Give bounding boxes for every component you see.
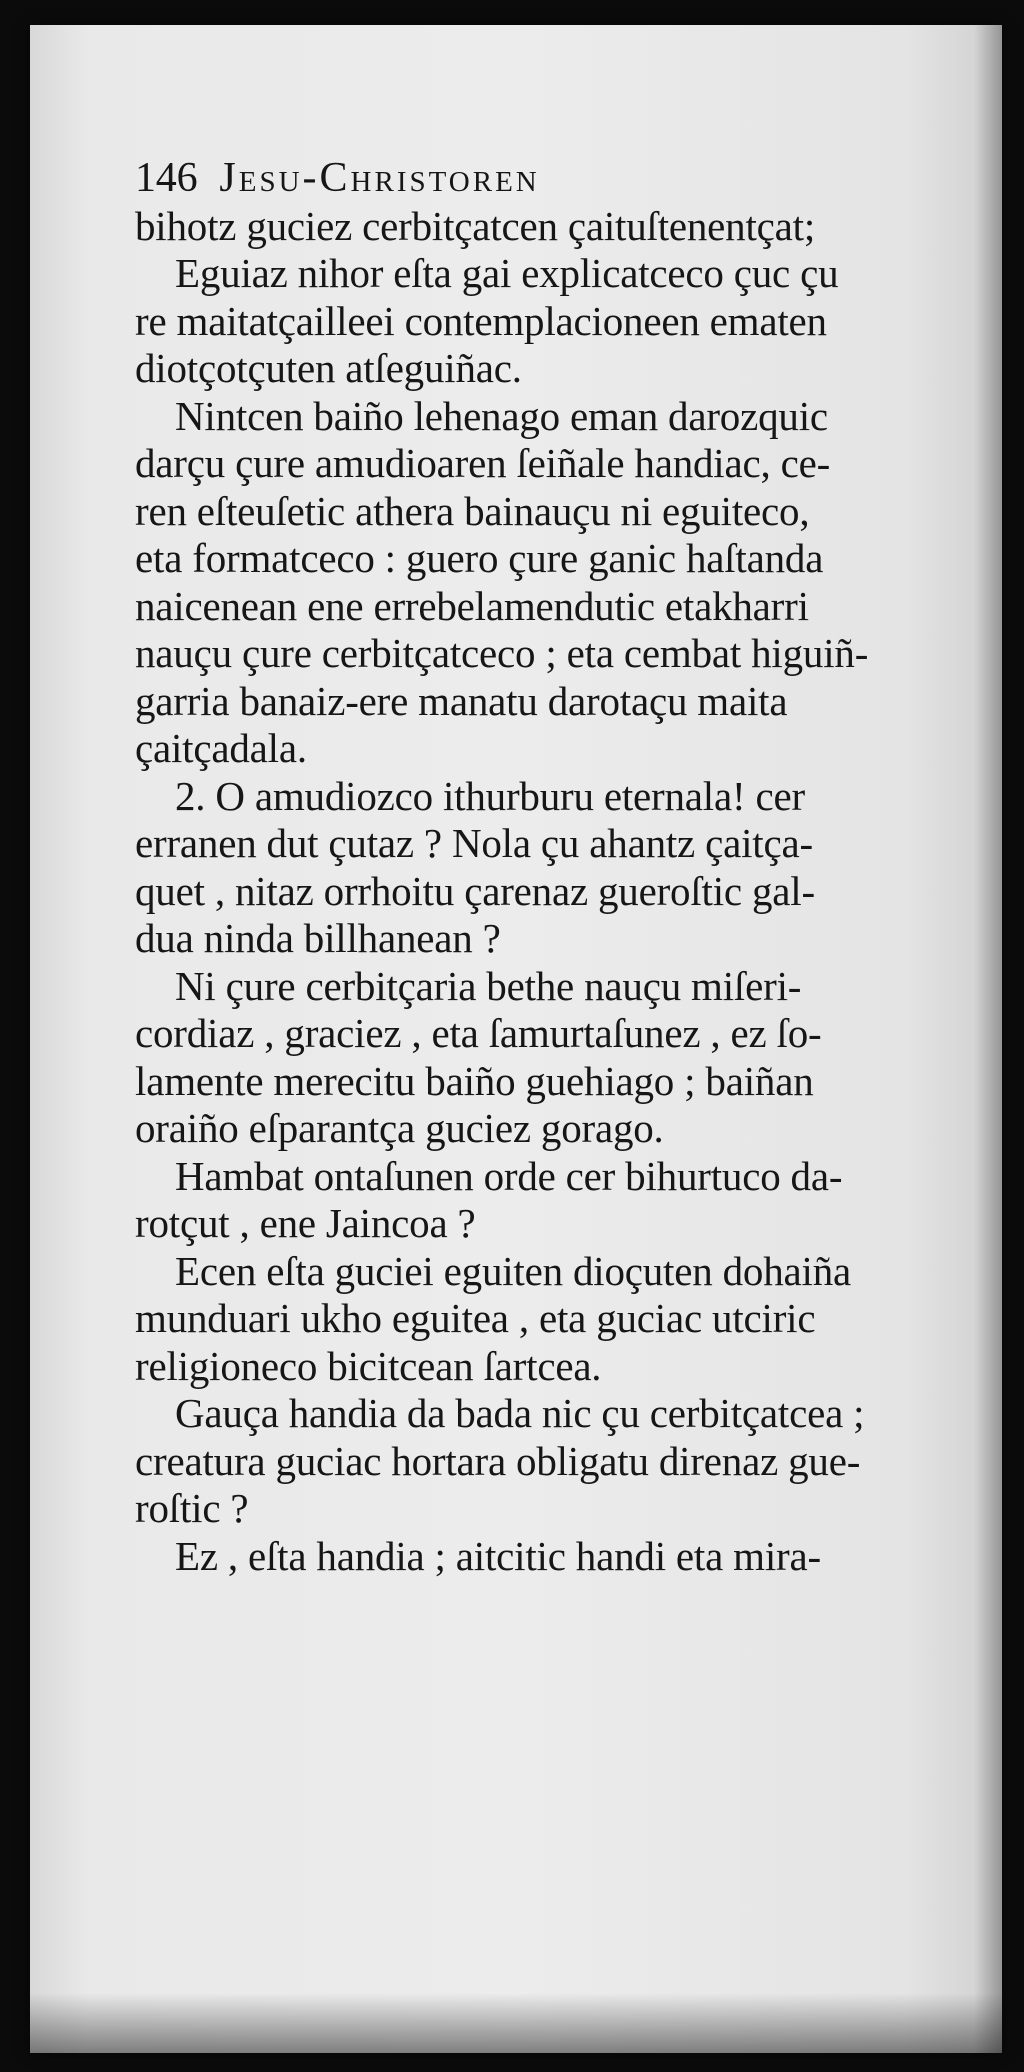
page-gutter-shadow — [974, 25, 1002, 2053]
text-line: quet , nitaz orrhoitu çarenaz gueroſtic gal- — [135, 867, 815, 914]
text-line: bihotz guciez cerbitçatcen çaituſtenentçat; — [135, 202, 816, 249]
text-line: roſtic ? — [135, 1485, 249, 1531]
text-line: Ni çure cerbitçaria bethe nauçu miſeri- — [175, 962, 802, 1009]
text-line: Ez , eſta handia ; aitcitic handi eta mira- — [175, 1532, 821, 1579]
text-line: 2. O amudiozco ithurburu eternala! cer — [175, 772, 805, 819]
running-title: Jesu-Christoren — [219, 155, 540, 201]
page-header — [135, 155, 1002, 203]
page-text — [135, 155, 1002, 1580]
text-line: garria banaiz-ere manatu darotaçu maita — [135, 677, 788, 724]
text-line: cordiaz , graciez , eta ſamurtaſunez , ez ſo- — [135, 1010, 822, 1056]
text-line: Ecen eſta guciei eguiten dioçuten dohaiña — [175, 1247, 851, 1294]
text-line: Eguiaz nihor eſta gai explicatceco çuc çu — [175, 250, 839, 296]
text-line: çaitçadala. — [135, 725, 307, 771]
text-line: Hambat ontaſunen orde cer bihurtuco da- — [175, 1152, 843, 1199]
text-line: re maitatçailleei contemplacioneen ematen — [135, 297, 827, 344]
text-line: lamente merecitu baiño guehiago ; baiñan — [135, 1057, 814, 1104]
text-line: naicenean ene errebelamendutic etakharri — [135, 582, 809, 629]
text-line: darçu çure amudioaren ſeiñale handiac, ce- — [135, 440, 831, 486]
text-line: dua ninda billhanean ? — [135, 915, 501, 961]
text-line: creatura guciac hortara obligatu direnaz gue- — [135, 1437, 861, 1484]
text-line: religioneco bicitcean ſartcea. — [135, 1342, 602, 1389]
text-line: erranen dut çutaz ? Nola çu ahantz çaitça- — [135, 820, 813, 866]
text-line: Nintcen baiño lehenago eman darozquic — [175, 392, 828, 439]
text-line: oraiño eſparantça guciez gorago. — [135, 1105, 664, 1151]
page-number: 146 — [135, 155, 198, 201]
text-line: Gauça handia da bada nic çu cerbitçatcea ; — [175, 1390, 865, 1436]
text-line: eta formatceco : guero çure ganic haſtanda — [135, 535, 824, 581]
text-line: munduari ukho eguitea , eta guciac utciric — [135, 1295, 816, 1341]
text-line: ren eſteuſetic athera bainauçu ni eguiteco, — [135, 487, 810, 534]
book-page — [30, 25, 1002, 2053]
text-line: nauçu çure cerbitçatceco ; eta cembat higuiñ- — [135, 630, 869, 676]
page-bottom-shadow — [30, 1993, 1002, 2053]
text-line: rotçut , ene Jaincoa ? — [135, 1200, 476, 1246]
text-line: diotçotçuten atſeguiñac. — [135, 345, 522, 391]
